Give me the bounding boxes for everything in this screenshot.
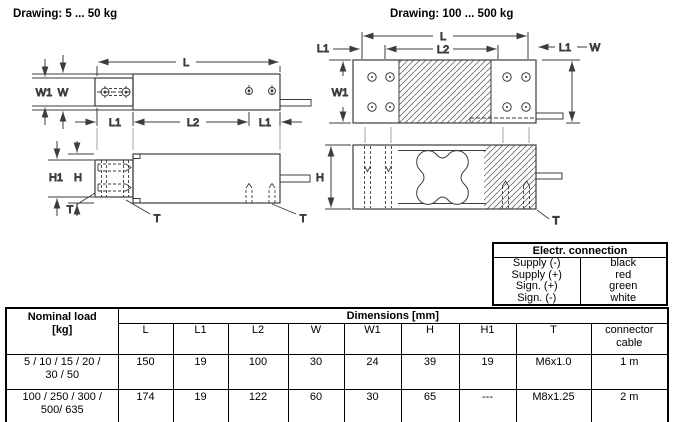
value-T: M8x1.25 (516, 390, 591, 422)
value-L1: 19 (173, 355, 228, 390)
dim-label-L1-large-left: L1 (316, 43, 330, 55)
value-W: 60 (288, 390, 344, 422)
corner-header-line2: [kg] (52, 324, 73, 336)
value-L1: 19 (173, 390, 228, 422)
hatch-area-top (400, 61, 491, 123)
col-header-H: H (401, 324, 459, 355)
hatch-area-side (484, 146, 536, 209)
nominal-load-cell (6, 355, 118, 390)
electr-table-title: Electr. connection (493, 243, 667, 258)
table-row-small-cell (6, 355, 668, 390)
large-cell-side-view (353, 145, 562, 227)
col-header-L2: L2 (228, 324, 288, 355)
value-H1: --- (459, 390, 516, 422)
thread-label-T2: T (153, 213, 161, 225)
span-header: Dimensions [mm] (118, 308, 668, 324)
cable-stub-side (536, 173, 562, 179)
corner-header-line1: Nominal load (27, 311, 97, 323)
nominal-load-cell (6, 390, 118, 422)
dim-label-L1-right: L1 (258, 117, 272, 129)
drawing-title-small-cell: Drawing: 5 ... 50 kg (13, 8, 118, 20)
value-H: 65 (401, 390, 459, 422)
signal-name: Supply (-) (493, 258, 580, 270)
dim-label-W: W (57, 87, 69, 99)
value-L: 174 (118, 390, 173, 422)
value-connector-cable: 2 m (591, 390, 668, 422)
table-row (493, 293, 667, 306)
signal-name: Sign. (-) (493, 293, 580, 306)
thread-label-T-large: T (552, 215, 560, 227)
table-row-large-cell (6, 390, 668, 422)
connector-header-line1: connector (605, 324, 654, 336)
col-header-H1: H1 (459, 324, 516, 355)
dim-label-H1: H1 (48, 172, 64, 184)
dim-label-W-large: W (589, 42, 601, 54)
dim-label-L1-large-right: L1 (558, 42, 572, 54)
wire-color: white (610, 291, 637, 304)
dim-label-L-large: L (439, 31, 447, 43)
value-W1: 30 (344, 390, 401, 422)
value-L: 150 (118, 355, 173, 390)
corner-header (6, 308, 118, 355)
value-H: 39 (401, 355, 459, 390)
spring-element-cutout (417, 151, 469, 205)
body-outline (133, 74, 280, 110)
body-holes (246, 85, 276, 97)
dim-label-L2-large: L2 (436, 44, 450, 56)
nominal-line2: 500/ 635 (40, 404, 84, 416)
drawing-title-large-cell: Drawing: 100 ... 500 kg (390, 8, 514, 20)
dim-label-L: L (182, 57, 190, 69)
wire-color: green (609, 280, 638, 292)
col-header-T: T (516, 324, 591, 355)
large-cell-H-dimension (316, 145, 351, 209)
nominal-line1: 100 / 250 / 300 / (22, 391, 102, 403)
block-hole-tips (98, 164, 131, 191)
thread-label-T1: T (66, 204, 74, 216)
dim-label-L1-left: L1 (108, 117, 122, 129)
cable-stub-side (280, 175, 310, 182)
value-connector-cable: 1 m (591, 355, 668, 390)
wire-color: black (610, 257, 637, 269)
signal-name: Supply (+) (493, 270, 580, 282)
table-row (493, 258, 667, 270)
value-H1: 19 (459, 355, 516, 390)
thread-label-T3: T (299, 213, 307, 225)
small-cell-dimensions (32, 55, 302, 150)
value-T: M6x1.0 (516, 355, 591, 390)
nominal-line2: 30 / 50 (45, 369, 80, 381)
value-L2: 122 (228, 390, 288, 422)
projection-lines (365, 127, 529, 143)
dim-label-H: H (74, 172, 82, 184)
nominal-line1: 5 / 10 / 15 / 20 / (24, 356, 101, 368)
signal-name: Sign. (+) (493, 281, 580, 293)
block-hidden-lines (98, 160, 129, 197)
large-cell-top-view (353, 60, 563, 123)
wire-color: red (615, 268, 632, 281)
top-thread-holes (365, 146, 392, 208)
body-outline-side (133, 154, 280, 203)
bottom-thread-holes (246, 184, 275, 204)
connector-header-line2: cable (616, 337, 643, 349)
col-header-L: L (118, 324, 173, 355)
col-header-W1: W1 (344, 324, 401, 355)
value-L2: 100 (228, 355, 288, 390)
dim-label-H-large: H (316, 172, 324, 184)
value-W1: 24 (344, 355, 401, 390)
dim-label-W1: W1 (35, 87, 53, 99)
table-row (493, 281, 667, 293)
cable-stub (280, 100, 311, 107)
mounting-holes (97, 86, 131, 98)
small-cell-top-view (95, 74, 311, 110)
col-header-connector-cable (591, 324, 668, 355)
value-W: 30 (288, 355, 344, 390)
electrical-connection-table (492, 242, 668, 306)
dimensions-table (5, 307, 669, 422)
cable-stub (536, 113, 563, 119)
small-cell-side-view (95, 154, 310, 203)
dim-label-W1-large: W1 (331, 87, 349, 99)
dim-label-L2: L2 (186, 117, 200, 129)
col-header-W: W (288, 324, 344, 355)
col-header-L1: L1 (173, 324, 228, 355)
